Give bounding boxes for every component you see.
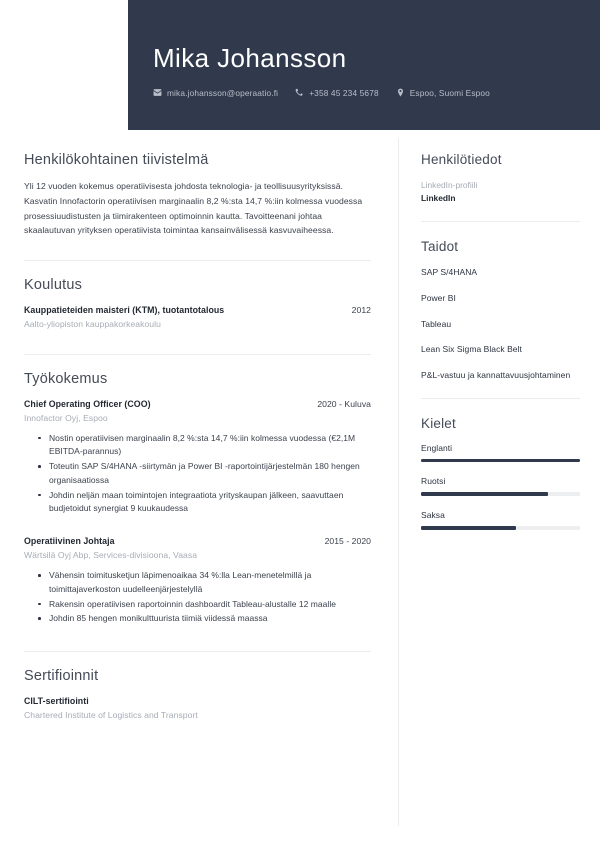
language-item bbox=[421, 510, 580, 530]
skill-item: P&L-vastuu ja kannattavuusjohtaminen bbox=[421, 370, 571, 381]
phone-icon bbox=[295, 88, 304, 97]
list-item: Johdin 85 hengen monikulttuurista tiimiä viidessä maassa bbox=[38, 612, 371, 626]
experience-company: Wärtsilä Oyj Abp, Services-divisioona, Vaasa bbox=[24, 549, 198, 560]
skill-item: Tableau bbox=[421, 318, 452, 329]
section-skills-title: Taidot bbox=[421, 239, 459, 255]
list-item: Rakensin operatiivisen raportoinnin dashboardit Tableau-alustalle 12 maalle bbox=[38, 598, 371, 612]
section-experience-title: Työkokemus bbox=[24, 370, 108, 387]
section-personal-details-title: Henkilötiedot bbox=[421, 152, 502, 167]
language-level-track bbox=[421, 526, 580, 530]
section-languages bbox=[421, 398, 580, 530]
experience-entry-head bbox=[24, 398, 371, 411]
experience-entry bbox=[24, 535, 371, 626]
contact-location-text: Espoo, Suomi Espoo bbox=[409, 87, 490, 98]
language-item bbox=[421, 476, 580, 496]
section-personal-details bbox=[421, 152, 580, 205]
language-item bbox=[421, 443, 580, 463]
list-item: Toteutin SAP S/4HANA -siirtymän ja Power BI -raportointijärjestelmän 180 hengen organisaatiossa bbox=[38, 460, 371, 488]
education-entry-head bbox=[24, 304, 371, 317]
education-entry bbox=[24, 304, 371, 329]
section-summary-title: Henkilökohtainen tiivistelmä bbox=[24, 152, 209, 168]
contact-email[interactable] bbox=[153, 88, 278, 98]
personal-detail-value[interactable]: LinkedIn bbox=[421, 193, 456, 204]
section-summary bbox=[24, 152, 371, 238]
experience-period: 2020 - Kuluva bbox=[317, 398, 371, 409]
experience-bullets bbox=[38, 432, 371, 517]
spacer bbox=[421, 205, 580, 221]
spacer bbox=[24, 519, 371, 535]
spacer bbox=[24, 238, 371, 260]
language-name: Ruotsi bbox=[421, 476, 446, 487]
contact-email-text: mika.johansson@operaatio.fi bbox=[167, 87, 279, 98]
experience-company: Innofactor Oyj, Espoo bbox=[24, 412, 108, 423]
section-education bbox=[24, 260, 371, 329]
education-degree: Kauppatieteiden maisteri (KTM), tuotantotalous bbox=[24, 305, 225, 316]
divider bbox=[421, 398, 580, 399]
personal-detail-item bbox=[421, 179, 580, 205]
certification-issuer: Chartered Institute of Logistics and Transport bbox=[24, 709, 198, 720]
section-languages-title: Kielet bbox=[421, 415, 456, 431]
divider bbox=[24, 260, 371, 261]
spacer bbox=[24, 332, 371, 354]
main-column bbox=[0, 130, 398, 848]
section-skills bbox=[421, 221, 580, 382]
section-certifications bbox=[24, 651, 371, 720]
experience-entry bbox=[24, 398, 371, 516]
divider bbox=[24, 651, 371, 652]
language-level-track bbox=[421, 459, 580, 463]
language-level-fill bbox=[421, 526, 516, 530]
skill-item: Lean Six Sigma Black Belt bbox=[421, 344, 522, 355]
education-school: Aalto-yliopiston kauppakorkeakoulu bbox=[24, 318, 161, 329]
section-education-title: Koulutus bbox=[24, 277, 83, 294]
contact-phone[interactable] bbox=[295, 88, 379, 98]
section-experience bbox=[24, 354, 371, 626]
skill-item: SAP S/4HANA bbox=[421, 267, 478, 278]
contact-row bbox=[153, 88, 600, 98]
spacer bbox=[421, 382, 580, 398]
section-certifications-title: Sertifioinnit bbox=[24, 668, 99, 685]
resume-body bbox=[0, 130, 600, 848]
page-title: Mika Johansson bbox=[153, 43, 347, 73]
divider bbox=[421, 221, 580, 222]
skill-item: Power BI bbox=[421, 292, 456, 303]
experience-entry-head bbox=[24, 535, 371, 548]
experience-bullets bbox=[38, 569, 371, 626]
sidebar-column bbox=[399, 130, 600, 848]
certification-name: CILT-sertifiointi bbox=[24, 696, 89, 707]
language-level-track bbox=[421, 492, 580, 496]
language-level-fill bbox=[421, 492, 548, 496]
experience-role: Chief Operating Officer (COO) bbox=[24, 398, 151, 409]
education-year: 2012 bbox=[351, 305, 371, 316]
certification-entry bbox=[24, 695, 371, 720]
location-pin-icon bbox=[396, 88, 405, 97]
envelope-icon bbox=[153, 88, 162, 97]
divider bbox=[24, 354, 371, 355]
resume-header-banner bbox=[128, 0, 600, 130]
list-item: Nostin operatiivisen marginaalin 8,2 %:sta 14,7 %:iin kolmessa vuodessa (€2,1M EBITDA-parannus) bbox=[38, 432, 371, 460]
spacer bbox=[24, 629, 371, 651]
contact-location[interactable] bbox=[396, 88, 490, 98]
language-name: Englanti bbox=[421, 442, 453, 453]
summary-text: Yli 12 vuoden kokemus operatiivisesta johdosta teknologia- ja teollisuusyrityksissä. Kasvatin Innofactorin operatiivisen marginaalin 8,2 %:sta 14,7 %:iin kolmessa vuodessa prosessiuudistusten ja tiimirakenteen optimoinnin kautta. Tavoitteenani johtaa skaalautuvan yrityksen operatiivista toimintaa kansainvälisessä kasvuvaiheessa. bbox=[24, 181, 363, 236]
personal-detail-label: LinkedIn-profiili bbox=[421, 180, 478, 190]
language-level-fill bbox=[421, 459, 580, 463]
contact-phone-text: +358 45 234 5678 bbox=[309, 87, 379, 98]
list-item: Johdin neljän maan toimintojen integraatiota yrityskaupan jälkeen, saavuttaen budjetoidut synergiat 9 kuukaudessa bbox=[38, 489, 371, 517]
experience-period: 2015 - 2020 bbox=[324, 536, 371, 547]
language-name: Saksa bbox=[421, 509, 445, 520]
list-item: Vähensin toimitusketjun läpimenoaikaa 34 %:lla Lean-menetelmillä ja toimittajaverkoston uudelleenjärjestelyllä bbox=[38, 569, 371, 597]
experience-role: Operatiivinen Johtaja bbox=[24, 536, 115, 547]
